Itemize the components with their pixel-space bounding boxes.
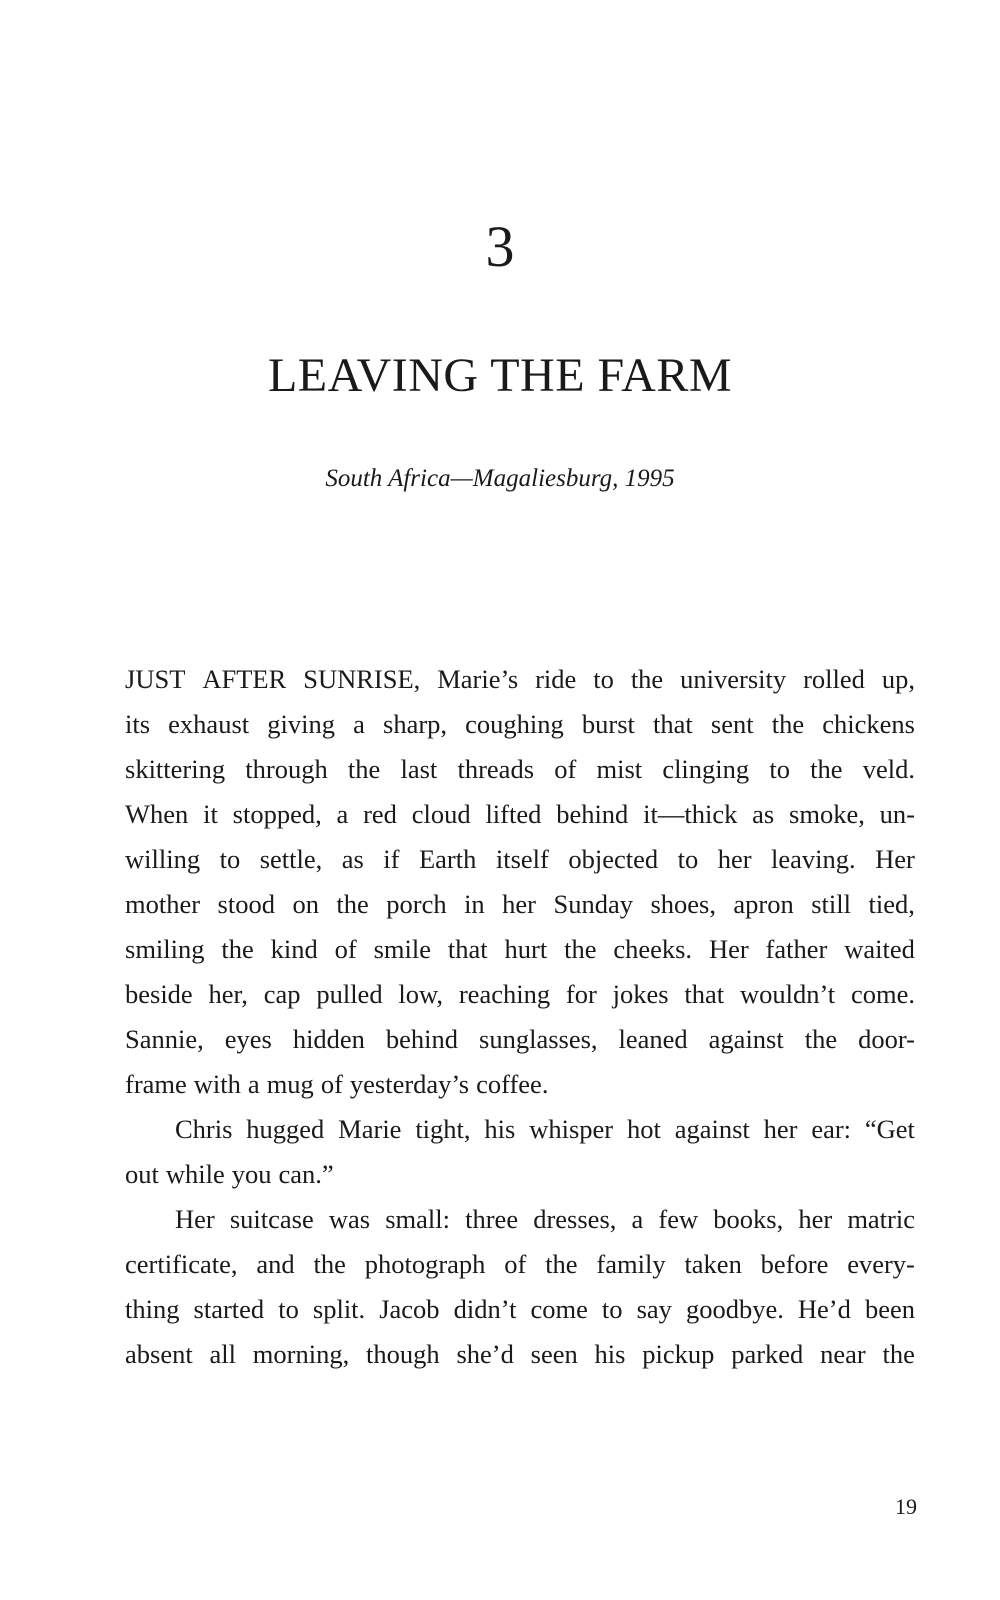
body-text-line: willing to settle, as if Earth itself objected to her leaving. Her: [125, 844, 915, 874]
body-text-line: Her suitcase was small: three dresses, a few books, her matric: [175, 1204, 915, 1234]
body-text-line: absent all morning, though she’d seen his pickup parked near the: [125, 1339, 915, 1369]
chapter-number: 3: [485, 214, 515, 279]
body-text-line: thing started to split. Jacob didn’t come to say goodbye. He’d been: [125, 1294, 915, 1324]
page-number: 19: [895, 1494, 917, 1519]
body-text-line: JUST AFTER SUNRISE, Marie’s ride to the university rolled up,: [125, 664, 915, 694]
chapter-title: LEAVING THE FARM: [267, 349, 733, 402]
body-text-line: smiling the kind of smile that hurt the cheeks. Her father waited: [125, 934, 915, 964]
chapter-body-text: [125, 657, 915, 1377]
body-text-line: out while you can.”: [125, 1159, 334, 1189]
body-text-line: skittering through the last threads of mist clinging to the veld.: [125, 754, 915, 784]
body-text-line: Chris hugged Marie tight, his whisper hot against her ear: “Get: [175, 1114, 915, 1144]
body-text-line: frame with a mug of yesterday’s coffee.: [125, 1069, 549, 1099]
body-text-line: Sannie, eyes hidden behind sunglasses, leaned against the door-: [125, 1024, 915, 1054]
body-text-line: When it stopped, a red cloud lifted behind it—thick as smoke, un-: [125, 799, 915, 829]
body-text-line: certificate, and the photograph of the family taken before every-: [125, 1249, 915, 1279]
chapter-subtitle: South Africa—Magaliesburg, 1995: [325, 465, 675, 492]
body-text-line: its exhaust giving a sharp, coughing burst that sent the chickens: [125, 709, 915, 739]
body-text-line: mother stood on the porch in her Sunday shoes, apron still tied,: [125, 889, 915, 919]
body-text-line: beside her, cap pulled low, reaching for jokes that wouldn’t come.: [125, 979, 915, 1009]
